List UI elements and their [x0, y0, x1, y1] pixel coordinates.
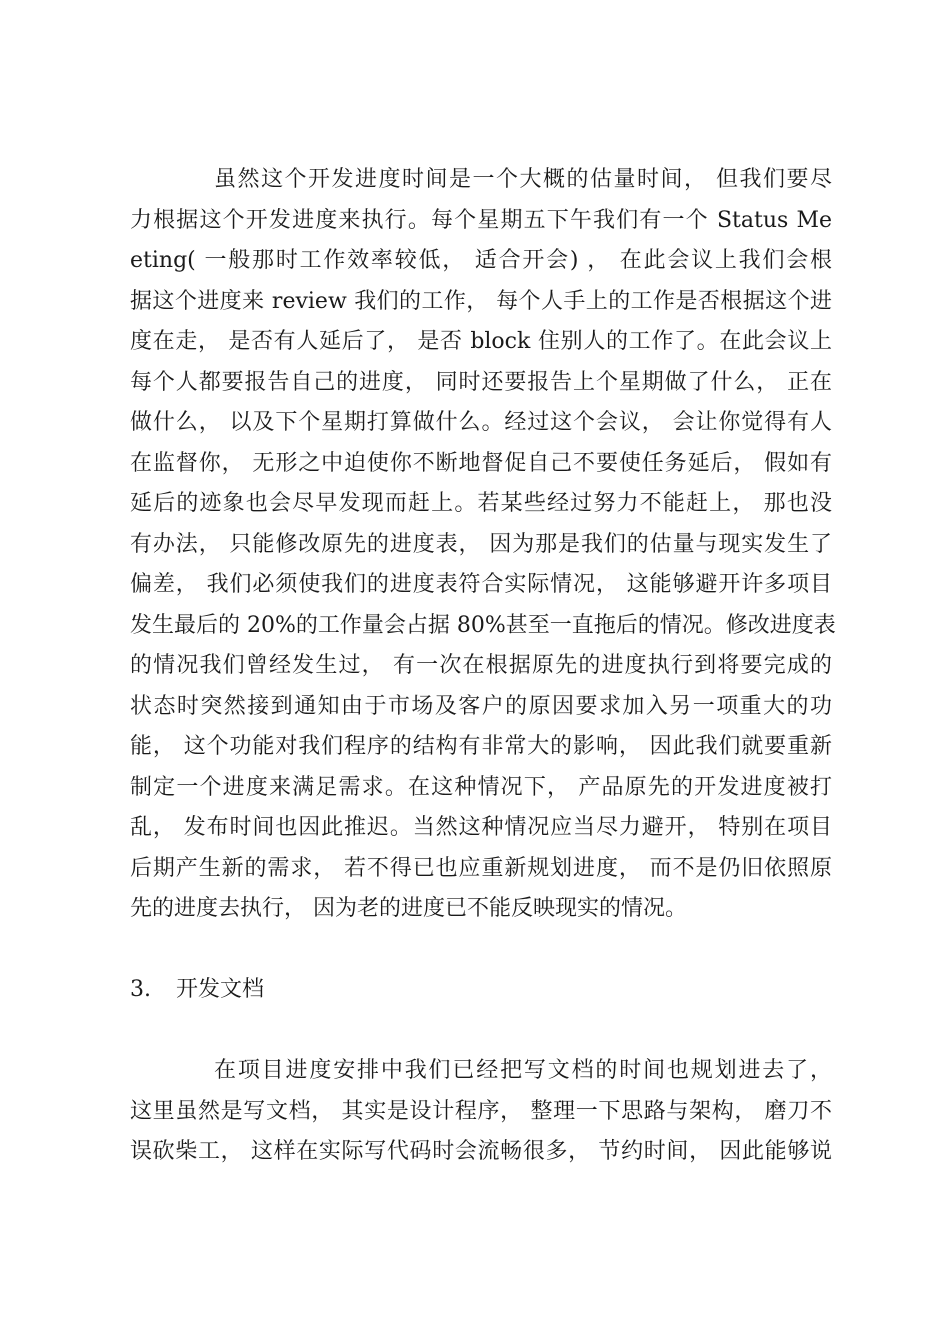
section-heading: [130, 970, 832, 1011]
paragraph-line: 状态时突然接到通知由于市场及客户的原因要求加入另一项重大的功: [130, 693, 832, 719]
paragraph-line: 制定一个进度来满足需求。在这种情况下， 产品原先的开发进度被打: [130, 774, 832, 800]
paragraph-documentation: [130, 1051, 832, 1173]
section-number: 3.: [130, 977, 151, 1002]
section-title: 开发文档: [176, 977, 265, 1002]
paragraph-line: 度在走， 是否有人延后了， 是否 block 住别人的工作了。在此会议上: [130, 329, 832, 354]
paragraph-line: 每个人都要报告自己的进度， 同时还要报告上个星期做了什么， 正在: [130, 369, 832, 395]
paragraph-line: 的情况我们曾经发生过， 有一次在根据原先的进度执行到将要完成的: [130, 653, 832, 678]
paragraph-line: 在监督你， 无形之中迫使你不断地督促自己不要使任务延后， 假如有: [130, 450, 832, 476]
paragraph-line: 误砍柴工， 这样在实际写代码时会流畅很多， 节约时间， 因此能够说: [130, 1139, 832, 1164]
paragraph-schedule-review: [130, 160, 836, 930]
paragraph-spacer: [130, 930, 832, 971]
document-page: [130, 160, 836, 1173]
paragraph-line: 有办法， 只能修改原先的进度表， 因为那是我们的估量与现实发生了: [130, 531, 832, 557]
paragraph-line: 虽然这个开发进度时间是一个大概的估量时间， 但我们要尽: [214, 167, 832, 192]
paragraph-line: 后期产生新的需求， 若不得已也应重新规划进度， 而不是仍旧依照原: [130, 855, 832, 881]
paragraph-line: 这里虽然是写文档， 其实是设计程序， 整理一下思路与架构， 磨刀不: [130, 1098, 832, 1124]
paragraph-line: 在项目进度安排中我们已经把写文档的时间也规划进去了，: [214, 1058, 832, 1083]
paragraph-line: 能， 这个功能对我们程序的结构有非常大的影响， 因此我们就要重新: [130, 734, 832, 759]
paragraph-line: 据这个进度来 review 我们的工作， 每个人手上的工作是否根据这个进: [130, 288, 832, 314]
paragraph-line: 力根据这个开发进度来执行。每个星期五下午我们有一个 Status Me: [130, 207, 832, 233]
paragraph-line: eting( 一般那时工作效率较低， 适合开会) ， 在此会议上我们会根: [130, 248, 832, 273]
paragraph-line: 做什么， 以及下个星期打算做什么。经过这个会议， 会让你觉得有人: [130, 410, 832, 435]
paragraph-line: 延后的迹象也会尽早发现而赶上。若某些经过努力不能赶上， 那也没: [130, 491, 832, 516]
paragraph-line: 先的进度去执行， 因为老的进度已不能反映现实的情况。: [130, 896, 687, 921]
paragraph-line: 乱， 发布时间也因此推迟。当然这种情况应当尽力避开， 特别在项目: [130, 815, 832, 840]
paragraph-spacer: [130, 1011, 832, 1052]
paragraph-line: 偏差， 我们必须使我们的进度表符合实际情况， 这能够避开许多项目: [130, 572, 832, 597]
paragraph-line: 发生最后的 20%的工作量会占据 80%甚至一直拖后的情况。修改进度表: [130, 612, 836, 638]
